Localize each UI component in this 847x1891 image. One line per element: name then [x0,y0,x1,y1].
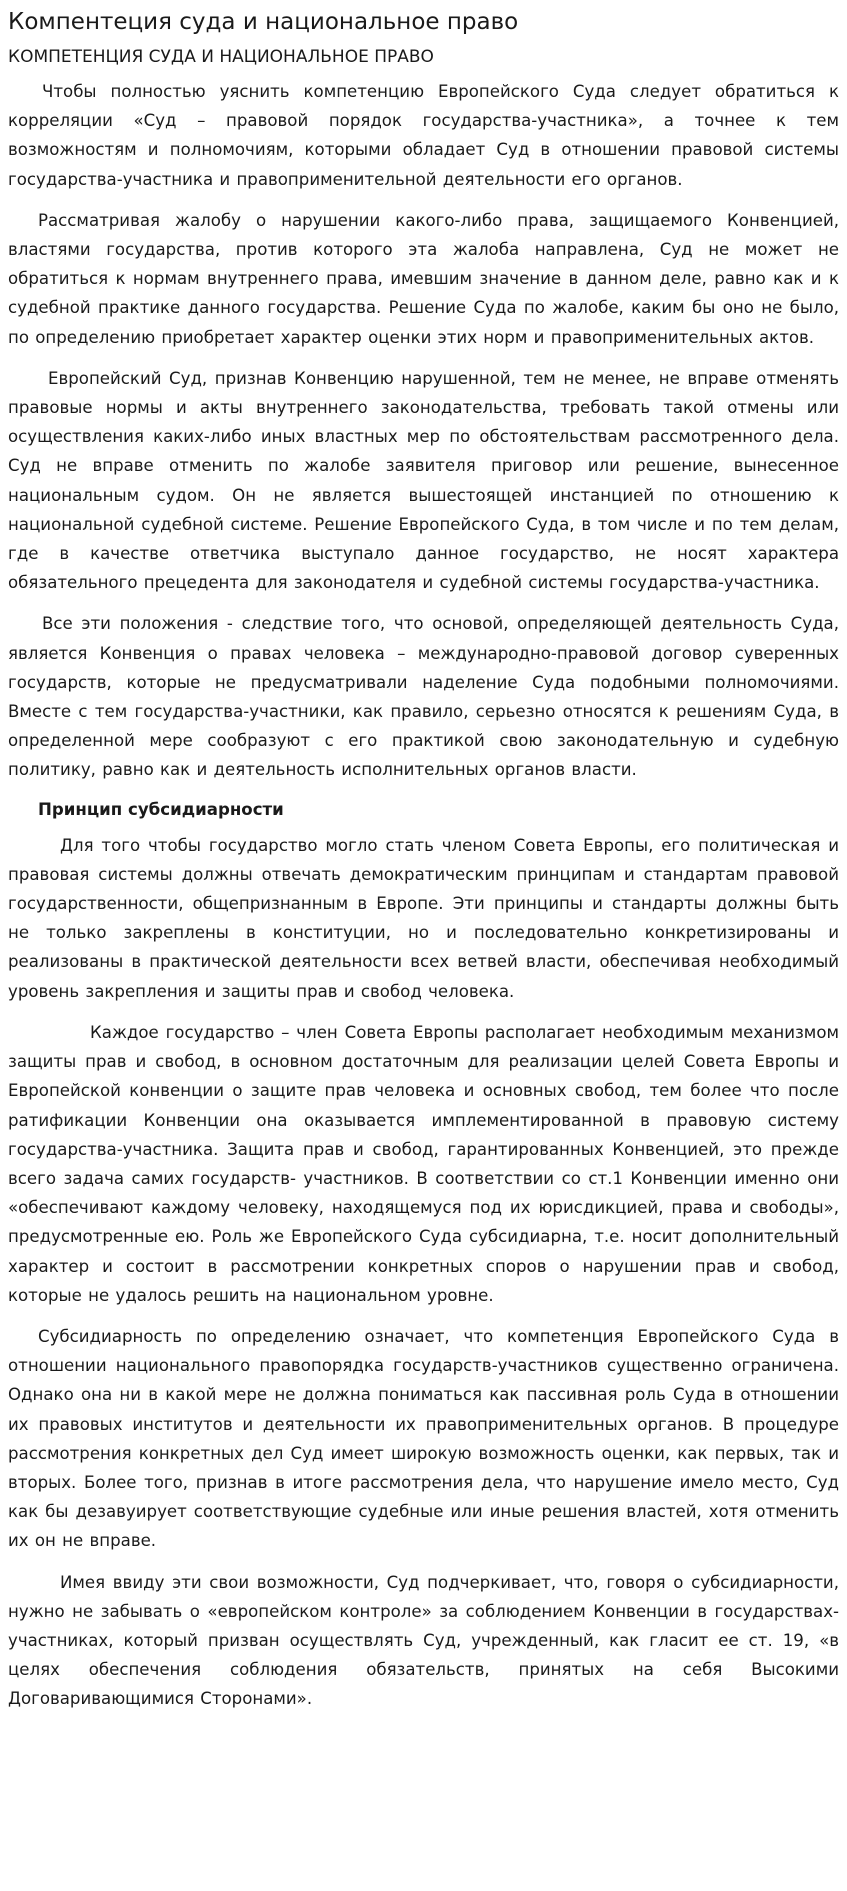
paragraph-3: Европейский Суд, признав Конвенцию нарушенной, тем не менее, не вправе отменять правовые нормы и акты внутреннего законодательства, требовать такой отмены или осуществления каких-либо иных властных мер по обстоятельствам рассмотренного дела. Суд не вправе отменить по жалобе заявителя приговор или решение, вынесенное национальным судом. Он не является вышестоящей инстанцией по отношению к национальной судебной системе. Решение Европейского Суда, в том числе и по тем делам, где в качестве ответчика выступало данное государство, не носят характера обязательного прецедента для законодателя и судебной системы государства-участника. [8,368,839,593]
page-title: Компентеция суда и национальное право [8,9,519,35]
section-paragraph-3: Субсидиарность по определению означает, что компетенция Европейского Суда в отношении национального правопорядка государств-участников существенно ограничена. Однако она ни в какой мере не должна пониматься как пассивная роль Суда в отношении их правовых институтов и деятельности их правоприменительных органов. В процедуре рассмотрения конкретных дел Суд имеет широкую возможность оценки, как первых, так и вторых. Более того, признав в итоге рассмотрения дела, что нарушение имело место, Суд как бы дезавуирует соответствующие судебные или иные решения властей, хотя отменить их он не вправе. [8,1326,839,1551]
section-heading: Принцип субсидиарности [38,799,284,819]
document-heading: КОМПЕТЕНЦИЯ СУДА И НАЦИОНАЛЬНОЕ ПРАВО [8,47,434,67]
section-paragraph-4: Имея ввиду эти свои возможности, Суд подчеркивает, что, говоря о субсидиарности, нужно не забывать о «европейском контроле» за соблюдением Конвенции в государствах-участниках, который призван осуществлять Суд, учрежденный, как гласит ее ст. 19, «в целях обеспечения соблюдения обязательств, принятых на себя Высокими Договаривающимися Сторонами». [8,1572,839,1709]
section-paragraph-1: Для того чтобы государство могло стать членом Совета Европы, его политическая и правовая системы должны отвечать демократическим принципам и стандартам правовой государственности, общепризнанным в Европе. Эти принципы и стандарты должны быть не только закреплены в конституции, но и последовательно конкретизированы и реализованы в практической деятельности всех ветвей власти, обеспечивая необходимый уровень закрепления и защиты прав и свобод человека. [8,835,839,1001]
section-paragraph-2: Каждое государство – член Совета Европы располагает необходимым механизмом защиты прав и свобод, в основном достаточным для реализации целей Совета Европы и Европейской конвенции о защите прав человека и основных свобод, тем более что после ратификации Конвенции она оказывается имплементированной в правовую систему государства-участника. Защита прав и свобод, гарантированных Конвенцией, это прежде всего задача самих государств- участников. В соответствии со ст.1 Конвенции именно они «обеспечивают каждому человеку, находящемуся под их юрисдикцией, права и свободы», предусмотренные ею. Роль же Европейского Суда субсидиарна, т.е. носит дополнительный характер и состоит в рассмотрении конкретных споров о нарушении прав и свобод, которые не удалось решить на национальном уровне. [8,1022,839,1305]
paragraph-1: Чтобы полностью уяснить компетенцию Европейского Суда следует обратиться к корреляции «Суд – правовой порядок государства-участника», а точнее к тем возможностям и полномочиям, которыми обладает Суд в отношении правовой системы государства-участника и правоприменительной деятельности его органов. [8,82,839,189]
paragraph-4: Все эти положения - следствие того, что основой, определяющей деятельность Суда, является Конвенция о правах человека – международно-правовой договор суверенных государств, которые не предусматривали наделение Суда подобными полномочиями. Вместе с тем государства-участники, как правило, серьезно относятся к решениям Суда, в определенной мере сообразуют с его практикой свою законодательную и судебную политику, равно как и деятельность исполнительных органов власти. [8,614,839,780]
paragraph-2: Рассматривая жалобу о нарушении какого-либо права, защищаемого Конвенцией, властями государства, против которого эта жалоба направлена, Суд не может не обратиться к нормам внутреннего права, имевшим значение в данном деле, равно как и к судебной практике данного государства. Решение Суда по жалобе, каким бы оно не было, по определению приобретает характер оценки этих норм и правоприменительных актов. [8,210,839,347]
